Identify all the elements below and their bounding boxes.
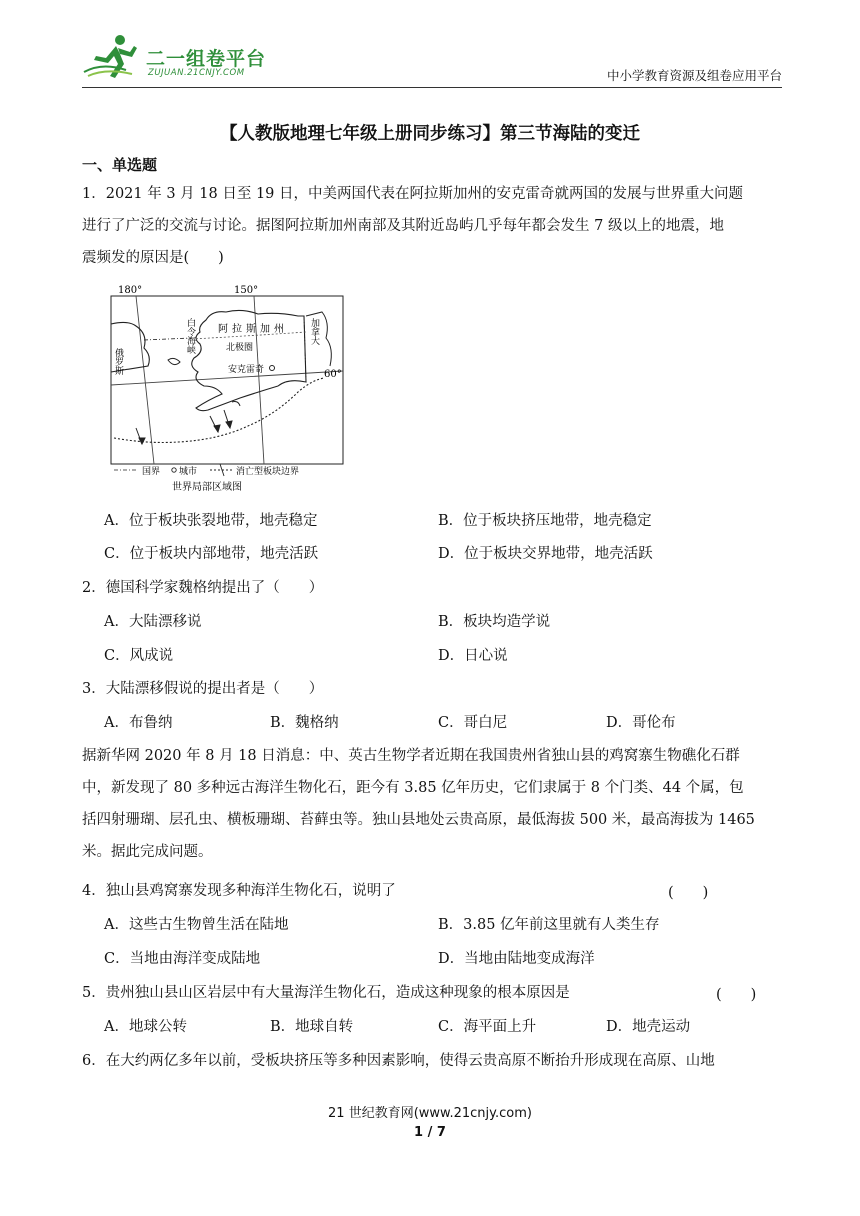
runner-logo-icon [82,32,144,82]
logo [82,30,282,82]
alaska-map [108,282,348,498]
map-label-arctic-circle: 北极圈 [226,343,254,353]
map-label-canada: 加拿大 [309,318,319,345]
question-5-option-c[interactable]: C．海平面上升 [438,1019,537,1035]
question-3-option-b[interactable]: B．魏格纳 [270,715,339,731]
page-header [82,30,782,86]
footer-page-number: 1 / 7 [414,1125,446,1140]
passage-line-1: 据新华网 2020 年 8 月 18 日消息：中、英古生物学者近期在我国贵州省独山县的鸡窝寨生物礁化石群 [82,748,740,764]
map-label-anchorage: 安克雷奇 [228,365,265,375]
question-5-stem: 5．贵州独山县山区岩层中有大量海洋生物化石，造成这种现象的根本原因是 [82,985,570,1001]
reading-passage [82,740,782,868]
question-6-stem: 6．在大约两亿多年以前，受板块挤压等多种因素影响，使得云贵高原不断抬升形成现在高原、山地 [82,1053,715,1069]
question-3-option-d[interactable]: D．哥伦布 [606,715,676,731]
map-label-alaska: 阿拉斯加州 [218,324,288,335]
question-2-option-c[interactable]: C．风成说 [104,648,174,664]
platform-tagline: 中小学教育资源及组卷应用平台 [606,68,782,83]
question-4-option-b[interactable]: B．3.85 亿年前这里就有人类生存 [438,917,660,933]
question-4-option-c[interactable]: C．当地由海洋变成陆地 [104,951,261,967]
map-label-russia: 俄罗斯 [113,348,123,375]
map-latitude-60: 60° [324,369,342,380]
map-longitude-180: 180° [118,285,143,296]
passage-line-2: 中，新发现了 80 多种远古海洋生物化石，距今有 3.85 亿年历史，它们隶属于 8 个门类、44 个属，包 [82,780,744,796]
question-1-option-c[interactable]: C．位于板块内部地带，地壳活跃 [104,546,319,562]
map-caption: 世界局部区域图 [172,482,242,493]
question-1-line-1: 1．2021 年 3 月 18 日至 19 日，中美两国代表在阿拉斯加州的安克雷奇就两国的发展与世界重大问题 [82,186,744,202]
question-3-option-a[interactable]: A．布鲁纳 [104,715,173,731]
question-1-option-b[interactable]: B．位于板块挤压地带，地壳稳定 [438,513,652,529]
legend-city: 城市 [179,467,198,477]
question-3-option-c[interactable]: C．哥白尼 [438,715,508,731]
page-title: 【人教版地理七年级上册同步练习】第三节海陆的变迁 [220,124,640,144]
question-1-stem [82,178,782,274]
question-2-option-a[interactable]: A．大陆漂移说 [104,614,202,630]
question-4-option-d[interactable]: D．当地由陆地变成海洋 [438,951,595,967]
question-4-answer-blank: ( ) [668,885,709,901]
question-4-option-a[interactable]: A．这些古生物曾生活在陆地 [104,917,289,933]
map-label-bering: 白令海峡 [185,318,195,354]
question-2-option-b[interactable]: B．板块均造学说 [438,614,551,630]
section-heading: 一、单选题 [82,156,158,174]
question-1-option-d[interactable]: D．位于板块交界地带，地壳活跃 [438,546,653,562]
region-map-figure [108,282,348,498]
question-1-line-3: 震频发的原因是( ) [82,250,224,266]
map-longitude-150: 150° [234,285,259,296]
logo-domain-text: ZUJUAN.21CNJY.COM [148,68,245,78]
question-5-option-a[interactable]: A．地球公转 [104,1019,187,1035]
question-5-option-b[interactable]: B．地球自转 [270,1019,354,1035]
question-4-stem: 4．独山县鸡窝寨发现多种海洋生物化石，说明了 [82,883,396,899]
legend-plate-boundary: 消亡型板块边界 [236,467,300,477]
question-2-stem: 2．德国科学家魏格纳提出了（ ） [82,580,324,596]
passage-line-3: 括四射珊瑚、层孔虫、横板珊瑚、苔藓虫等。独山县地处云贵高原，最低海拔 500 米，最高海拔为 1465 [82,812,755,828]
question-2-option-d[interactable]: D．日心说 [438,648,508,664]
footer-site: 21 世纪教育网(www.21cnjy.com) [328,1106,532,1121]
question-5-answer-blank: ( ) [716,987,757,1003]
question-1-option-a[interactable]: A．位于板块张裂地带，地壳稳定 [104,513,318,529]
question-3-stem: 3．大陆漂移假说的提出者是（ ） [82,681,324,697]
question-1-line-2: 进行了广泛的交流与讨论。据图阿拉斯加州南部及其附近岛屿几乎每年都会发生 7 级以上的地震，地 [82,218,724,234]
question-5-option-d[interactable]: D．地壳运动 [606,1019,691,1035]
legend-border: 国界 [142,467,161,477]
logo-brand-text: 二一组卷平台 [146,48,267,70]
passage-line-4: 米。据此完成问题。 [82,844,213,860]
header-divider [82,87,782,88]
